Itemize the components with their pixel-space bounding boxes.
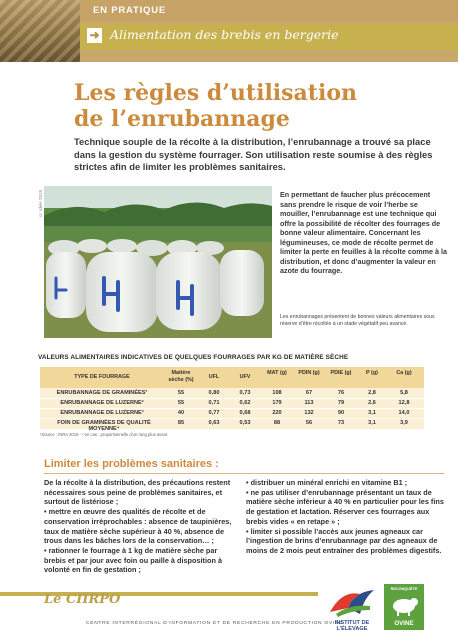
table-cell: 85 [177, 420, 185, 426]
row-divider [40, 398, 424, 399]
rubric-title: Alimentation des brebis en bergerie [110, 27, 339, 42]
table-cell: 0,77 [208, 410, 220, 416]
footer-organisation-name: CENTRE INTERRÉGIONAL D’INFORMATION ET DE RECHERCHE EN PRODUCTION OVINE [86, 621, 344, 626]
col-header-ufl: UFL [208, 374, 220, 380]
col-header-type: TYPE DE FOURRAGE [74, 374, 130, 380]
table-cell: 0,71 [208, 400, 220, 406]
table-cell: 79 [337, 400, 345, 406]
section-kicker: EN PRATIQUE [93, 5, 167, 16]
paragraph: De la récolte à la distribution, des précautions restent nécessaires sous peine de problèmes sanitaires, et surtout de listériose ; [44, 478, 231, 507]
bullet-item: • mettre en œuvre des qualités de récolte et de conservation irréprochables : absence de taupinières, taux de matière sèche supérieur à 40 %, absence de trous dans les bâches lors de la conservation… ; [44, 507, 232, 546]
col-header-pdin: PDIN (g) [298, 370, 320, 376]
ciirpo-logo: Le CIIRPO [44, 592, 121, 607]
table-cell: 132 [304, 410, 314, 416]
table-cell: 40 [177, 410, 185, 416]
table-cell: 179 [272, 400, 282, 406]
table-cell: 0,80 [208, 390, 220, 396]
ovine-logo-top-text: RECONQUÊTE [390, 587, 418, 591]
table-cell: 3,9 [400, 420, 408, 426]
row-divider [40, 408, 424, 409]
table-cell: 55 [177, 400, 185, 406]
table-cell: 88 [273, 420, 281, 426]
col-header-ms: Matière sèche (%) [168, 370, 194, 383]
article-title-line1: Les règles d’utilisation [74, 80, 357, 106]
table-cell: 67 [305, 390, 313, 396]
table-cell: 14,0 [398, 410, 410, 416]
table-cell: 3,1 [368, 410, 376, 416]
article-photo-bales [44, 186, 272, 338]
table-cell: FOIN DE GRAMINÉES DE QUALITÉ MOYENNE⁴ [57, 420, 151, 432]
table-cell: 12,8 [398, 400, 410, 406]
table-cell: 55 [177, 390, 185, 396]
nutrition-table [40, 367, 424, 432]
table-cell: 0,63 [208, 420, 220, 426]
bullet-item: • rationner le fourrage à 1 kg de matière sèche par brebis et par jour avec foin ou paille à disposition à volonté en fin de gestation ; [44, 545, 223, 575]
table-cell: 2,8 [368, 390, 376, 396]
ovine-logo-word: OVINE [394, 620, 414, 627]
table-cell: 73 [337, 420, 345, 426]
header-photo-sheep [0, 0, 80, 62]
arrow-right-icon: ➜ [87, 28, 102, 43]
table-cell: 5,8 [400, 390, 408, 396]
table-title: VALEURS ALIMENTAIRES INDICATIVES DE QUELQUES FOURRAGES PAR KG DE MATIÈRE SÈCHE [38, 354, 349, 361]
col-header-ufv: UFV [239, 374, 251, 380]
article-lead: Technique souple de la récolte à la distribution, l’enrubannage a trouvé sa place dans la gestion du système fourrager. Son utilisation reste soumise à des règles strictes afin de limiter les problèmes sanitaires. [74, 136, 433, 173]
photo-caption: Les enrubannages présentent de bonnes valeurs alimentaires sous réserve d’être récoltés à un stade végétatif peu avancé. [280, 314, 435, 327]
col-header-mat: MAT (g) [267, 370, 287, 376]
row-divider [40, 418, 424, 419]
table-cell: 0,53 [239, 420, 251, 426]
bullet-item: • ne pas utiliser d’enrubannage présentant un taux de matière sèche inférieur à 40 % en particulier pour les fins de gestation et lactation. Réserver ces fourrages aux brebis vides « en retape » ; [246, 487, 444, 526]
table-cell: 90 [337, 410, 345, 416]
section-left-column [44, 478, 236, 575]
section-heading: Limiter les problèmes sanitaires : [44, 458, 219, 470]
table-cell: 2,6 [368, 400, 376, 406]
institut-line2: L’ÉLEVAGE [336, 626, 368, 633]
article-title-line2: de l’enrubannage [74, 106, 290, 132]
table-cell: 220 [272, 410, 282, 416]
bullet-item: • distribuer un minéral enrichi en vitamine B1 ; [246, 478, 408, 487]
institut-elevage-text [326, 620, 378, 632]
col-header-ca: Ca (g) [396, 370, 412, 376]
section-right-column [246, 478, 446, 556]
article-title [74, 80, 357, 132]
table-cell: ENRUBANNAGE DE LUZERNE² [60, 400, 144, 406]
table-cell: 108 [272, 390, 282, 396]
table-cell: ENRUBANNAGE DE GRAMINÉES¹ [56, 390, 148, 396]
col-header-pdie: PDIE (g) [330, 370, 352, 376]
table-cell: 0,73 [239, 390, 251, 396]
table-cell: 56 [305, 420, 313, 426]
bullet-item: • limiter si possible l’accès aux jeunes agneaux car l’ingestion de brins d’enrubannage par des agneaux de moins de 2 mois peut entraîner des problèmes digestifs. [246, 526, 442, 555]
col-header-p: P (g) [366, 370, 378, 376]
photo-credit: © Idele 2019 [38, 190, 43, 218]
section-divider [44, 473, 444, 474]
table-cell: 0,62 [239, 400, 251, 406]
table-footnote: ¹Source : INRA 2018 · ² en cas : proportionnelle d’un rang plus avant. [40, 432, 169, 437]
table-cell: 3,1 [368, 420, 376, 426]
institut-elevage-mark-icon [326, 584, 378, 620]
table-cell: 76 [337, 390, 345, 396]
table-cell: 113 [304, 400, 314, 406]
bales-illustration [44, 186, 272, 338]
institut-line1: INSTITUT DE [334, 620, 370, 626]
article-side-text: En permettant de faucher plus précocement sans prendre le risque de voir l’herbe se mouiller, l’enrubannage est une technique qui offre la possibilité de récolter des fourrages de bonne valeur alimentaire. Concernant les légumineuses, ce mode de récolte permet de limiter la perte en feuilles à la récolte comme à la distribution, et donc d’augmenter la valeur en azote du fourrage. [280, 190, 447, 275]
table-cell: ENRUBANNAGE DE LUZERNE³ [60, 410, 144, 416]
table-cell: 0,68 [239, 410, 251, 416]
